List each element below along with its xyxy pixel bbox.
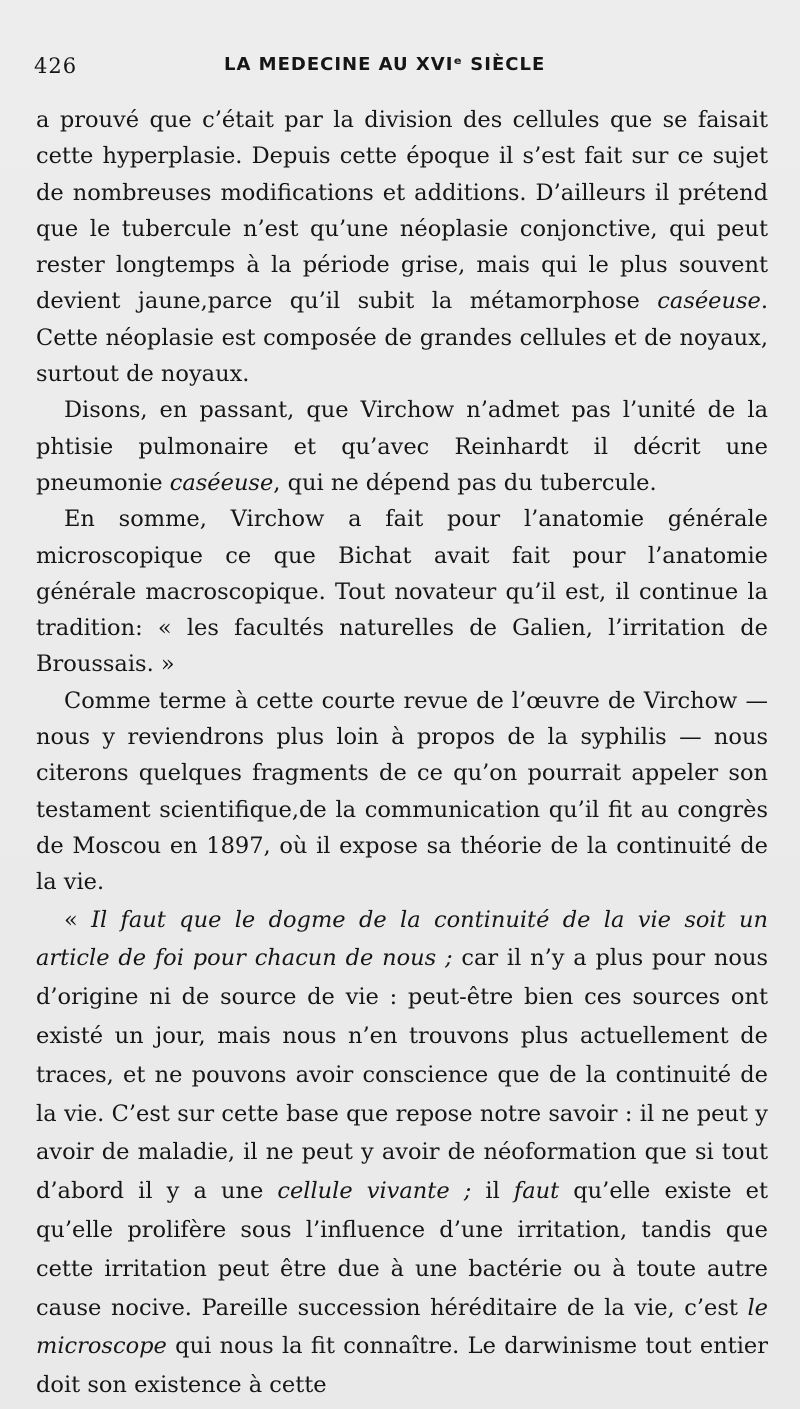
body-text bbox=[36, 102, 768, 1405]
page-header bbox=[34, 50, 734, 86]
quotation-paragraph: « Il faut que le dogme de la continuité de la vie soit un article de foi pour chacun de nous ; car il n’y a plus pour nous d’origine ni de source de vie : peut-être bien ces sources ont existé un jour, mais nous n’en trouvons plus actuellement de traces, et ne pouvons avoir conscience que de la continuité de la vie. C’est sur cette base que repose notre savoir : il ne peut y avoir de maladie, il ne peut y avoir de néoformation que si tout d’abord il y a une cellule vivante ; il faut qu’elle existe et qu’elle prolifère sous l’influence d’une irritation, tandis que cette irritation peut être due à une bactérie ou à toute autre cause nocive. Pareille succession héréditaire de la vie, c’est le microscope qui nous la fit connaître. Le darwinisme tout entier doit son existence à cette bbox=[36, 906, 769, 1399]
page-number: 426 bbox=[34, 54, 78, 78]
paragraph-2: Disons, en passant, que Virchow n’admet pas l’unité de la phtisie pulmonaire et qu’avec Reinhardt il décrit une pneumonie caséeuse, qui ne dépend pas du tubercule. bbox=[36, 397, 768, 496]
running-title: LA MEDECINE AU XVIᵉ SIÈCLE bbox=[224, 54, 546, 75]
paragraph-4: Comme terme à cette courte revue de l’œuvre de Virchow — nous y reviendrons plus loin à propos de la syphilis — nous citerons quelques fragments de ce qu’on pourrait appeler son testament scientifique,de la communication qu’il fit au congrès de Moscou en 1897, où il expose sa théorie de la continuité de la vie. bbox=[36, 687, 768, 896]
paragraph-1: a prouvé que c’était par la division des cellules que se faisait cette hyperplasie. Depuis cette époque il s’est fait sur ce sujet de nombreuses modifications et additions. D’ailleurs il prétend que le tubercule n’est qu’une néoplasie conjonctive, qui peut rester longtemps à la période grise, mais qui le plus souvent devient jaune,parce qu’il subit la métamorphose caséeuse. Cette néoplasie est composée de grandes cellules et de noyaux, surtout de noyaux. bbox=[36, 107, 768, 388]
paragraph-3: En somme, Virchow a fait pour l’anatomie générale microscopique ce que Bichat avait fait pour l’anatomie générale macroscopique. Tout novateur qu’il est, il continue la tradition: « les facultés naturelles de Galien, l’irritation de Broussais. » bbox=[36, 506, 768, 678]
